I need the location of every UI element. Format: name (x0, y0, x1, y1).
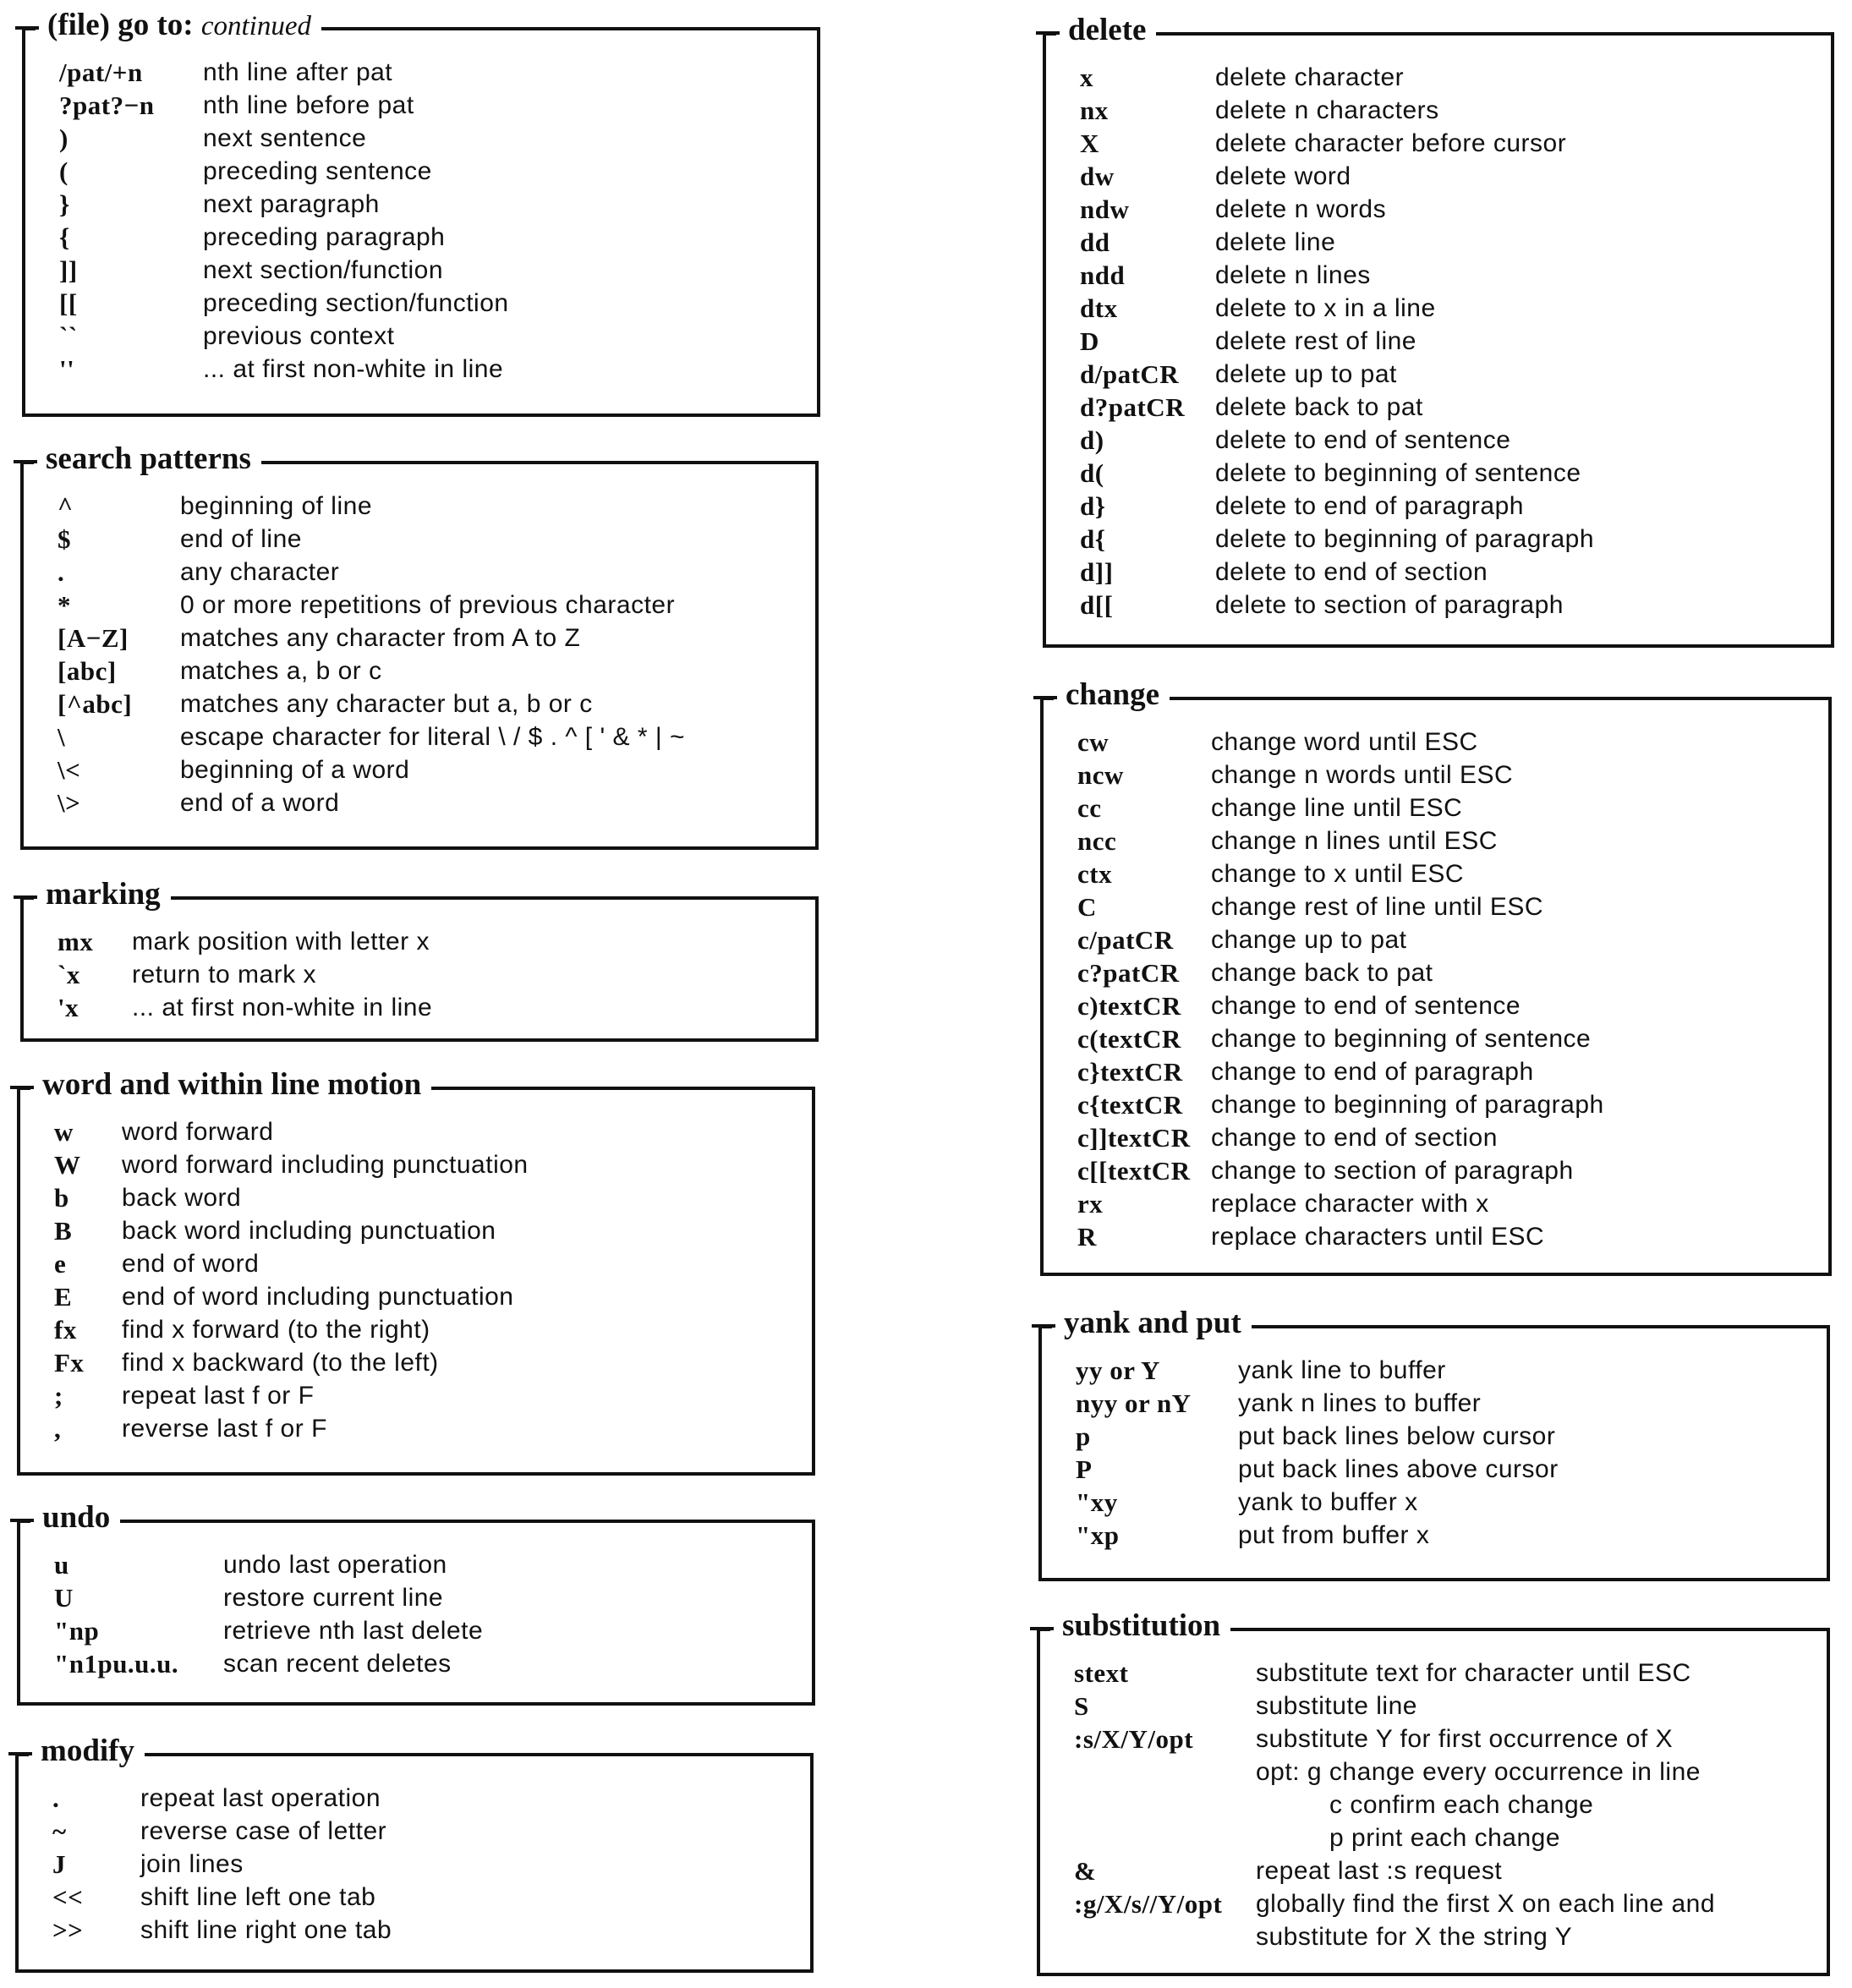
yank-title: yank and put (1052, 1306, 1252, 1340)
word-section (17, 1067, 815, 1476)
list-item: opt: g change every occurrence in line (1256, 1758, 1701, 1786)
list-item: ]] next section/function (59, 255, 444, 285)
list-item: ndw delete n words (1080, 194, 1387, 224)
list-item: d{ delete to beginning of paragraph (1080, 524, 1595, 554)
list-item: c]]textCR change to end of section (1077, 1123, 1498, 1153)
list-item: << shift line left one tab (52, 1882, 376, 1912)
list-item: :g/X/s//Y/opt globally find the first X on each line and (1074, 1889, 1715, 1919)
list-item: d} delete to end of paragraph (1080, 491, 1524, 521)
delete-section (1043, 13, 1834, 648)
list-item: X delete character before cursor (1080, 129, 1567, 158)
undo-section (17, 1500, 815, 1706)
modify-section (15, 1733, 814, 1973)
list-item: cc change line until ESC (1077, 793, 1463, 823)
list-item: ~ reverse case of letter (52, 1816, 387, 1846)
list-item: B back word including punctuation (54, 1216, 496, 1246)
list-item: \ escape character for literal \ / $ . ^ [ ' & * | ~ (58, 722, 686, 752)
list-item: c/patCR change up to pat (1077, 925, 1407, 955)
list-item: yy or Y yank line to buffer (1076, 1355, 1446, 1385)
list-item: W word forward including punctuation (54, 1150, 529, 1180)
list-item: nx delete n characters (1080, 96, 1439, 125)
list-item: ) next sentence (59, 123, 367, 153)
list-item: ncc change n lines until ESC (1077, 826, 1498, 856)
list-item: substitute for X the string Y (1256, 1923, 1573, 1951)
list-item: } next paragraph (59, 189, 380, 219)
word-title: word and within line motion (30, 1068, 431, 1102)
change-list (1077, 726, 1811, 1253)
list-item: /pat/+n nth line after pat (59, 58, 393, 87)
list-item: ndd delete n lines (1080, 260, 1371, 290)
list-item: R replace characters until ESC (1077, 1222, 1545, 1251)
list-item: d) delete to end of sentence (1080, 425, 1511, 455)
list-item: b back word (54, 1183, 242, 1213)
undo-list (54, 1548, 795, 1680)
list-item: d( delete to beginning of sentence (1080, 458, 1581, 488)
modify-title: modify (29, 1734, 145, 1768)
search-title: search patterns (34, 442, 261, 476)
list-item: c(textCR change to beginning of sentence (1077, 1024, 1592, 1054)
list-item: rx replace character with x (1077, 1189, 1489, 1219)
list-item: `` previous context (59, 321, 395, 351)
list-item: stext substitute text for character until ESC (1074, 1658, 1691, 1688)
list-item: '' ... at first non-white in line (59, 354, 504, 384)
list-item: J join lines (52, 1849, 244, 1879)
list-item: "np retrieve nth last delete (54, 1616, 484, 1646)
list-item: C change rest of line until ESC (1077, 892, 1544, 922)
list-item: c{textCR change to beginning of paragraph (1077, 1090, 1604, 1120)
goto-title-suffix: continued (200, 11, 311, 41)
list-item: p print each change (1329, 1824, 1561, 1852)
list-item: d[[ delete to section of paragraph (1080, 590, 1564, 620)
undo-title: undo (30, 1501, 120, 1535)
list-item: fx find x forward (to the right) (54, 1315, 430, 1345)
list-item: ctx change to x until ESC (1077, 859, 1465, 889)
word-list (54, 1115, 795, 1445)
list-item: x delete character (1080, 63, 1405, 92)
list-item: u undo last operation (54, 1550, 447, 1580)
list-item: { preceding paragraph (59, 222, 446, 252)
list-item: [[ preceding section/function (59, 288, 509, 318)
list-item: 'x ... at first non-white in line (58, 993, 433, 1022)
list-item: e end of word (54, 1249, 260, 1279)
list-item: E end of word including punctuation (54, 1282, 514, 1312)
substitution-title: substitution (1050, 1609, 1230, 1643)
delete-title: delete (1056, 14, 1156, 47)
marking-list (58, 925, 798, 1024)
list-item: p put back lines below cursor (1076, 1421, 1556, 1451)
list-item: & repeat last :s request (1074, 1856, 1503, 1886)
list-item: `x return to mark x (58, 960, 317, 989)
list-item: \> end of a word (58, 788, 340, 818)
list-item: d?patCR delete back to pat (1080, 392, 1423, 422)
yank-list (1076, 1354, 1810, 1552)
marking-title: marking (34, 878, 171, 912)
list-item: "n1pu.u.u. scan recent deletes (54, 1649, 452, 1679)
yank-section (1038, 1306, 1830, 1581)
delete-list (1080, 61, 1814, 622)
goto-title: (file) go to: continued (36, 8, 321, 43)
list-item: U restore current line (54, 1583, 444, 1613)
list-item: . any character (58, 557, 340, 587)
list-item: S substitute line (1074, 1691, 1417, 1721)
list-item: \< beginning of a word (58, 755, 410, 785)
list-item: . repeat last operation (52, 1783, 381, 1813)
list-item: d]] delete to end of section (1080, 557, 1488, 587)
list-item: mx mark position with letter x (58, 927, 430, 956)
list-item: c[[textCR change to section of paragraph (1077, 1156, 1574, 1186)
list-item: Fx find x backward (to the left) (54, 1348, 439, 1377)
list-item: dtx delete to x in a line (1080, 293, 1436, 323)
change-title: change (1054, 678, 1170, 712)
list-item: [^abc] matches any character but a, b or c (58, 689, 593, 719)
modify-list (52, 1782, 793, 1947)
substitution-section (1037, 1608, 1830, 1976)
list-item: d/patCR delete up to pat (1080, 359, 1397, 389)
substitution-list (1074, 1657, 1810, 1953)
list-item: ?pat?−n nth line before pat (59, 90, 414, 120)
list-item: ; repeat last f or F (54, 1381, 315, 1410)
search-section (20, 441, 819, 850)
list-item: [abc] matches a, b or c (58, 656, 382, 686)
list-item: nyy or nY yank n lines to buffer (1076, 1388, 1482, 1418)
change-section (1040, 677, 1832, 1276)
list-item: , reverse last f or F (54, 1414, 327, 1443)
list-item: :s/X/Y/opt substitute Y for first occurrence of X (1074, 1724, 1674, 1754)
list-item: ncw change n words until ESC (1077, 760, 1514, 790)
list-item: * 0 or more repetitions of previous character (58, 590, 676, 620)
list-item: c?patCR change back to pat (1077, 958, 1433, 988)
goto-section (22, 8, 820, 417)
list-item: dw delete word (1080, 162, 1351, 191)
list-item: P put back lines above cursor (1076, 1454, 1559, 1484)
list-item: >> shift line right one tab (52, 1915, 392, 1945)
list-item: ( preceding sentence (59, 156, 432, 186)
list-item: "xp put from buffer x (1076, 1520, 1430, 1550)
marking-section (20, 877, 819, 1042)
list-item: c}textCR change to end of paragraph (1077, 1057, 1534, 1087)
goto-list (59, 56, 800, 386)
list-item: cw change word until ESC (1077, 727, 1478, 757)
list-item: D delete rest of line (1080, 326, 1416, 356)
list-item: c confirm each change (1329, 1791, 1594, 1819)
list-item: "xy yank to buffer x (1076, 1487, 1418, 1517)
list-item: [A−Z] matches any character from A to Z (58, 623, 581, 653)
list-item: ^ beginning of line (58, 491, 373, 521)
list-item: dd delete line (1080, 227, 1336, 257)
list-item: $ end of line (58, 524, 302, 554)
list-item: c)textCR change to end of sentence (1077, 991, 1521, 1021)
search-list (58, 490, 798, 819)
list-item: w word forward (54, 1117, 274, 1147)
